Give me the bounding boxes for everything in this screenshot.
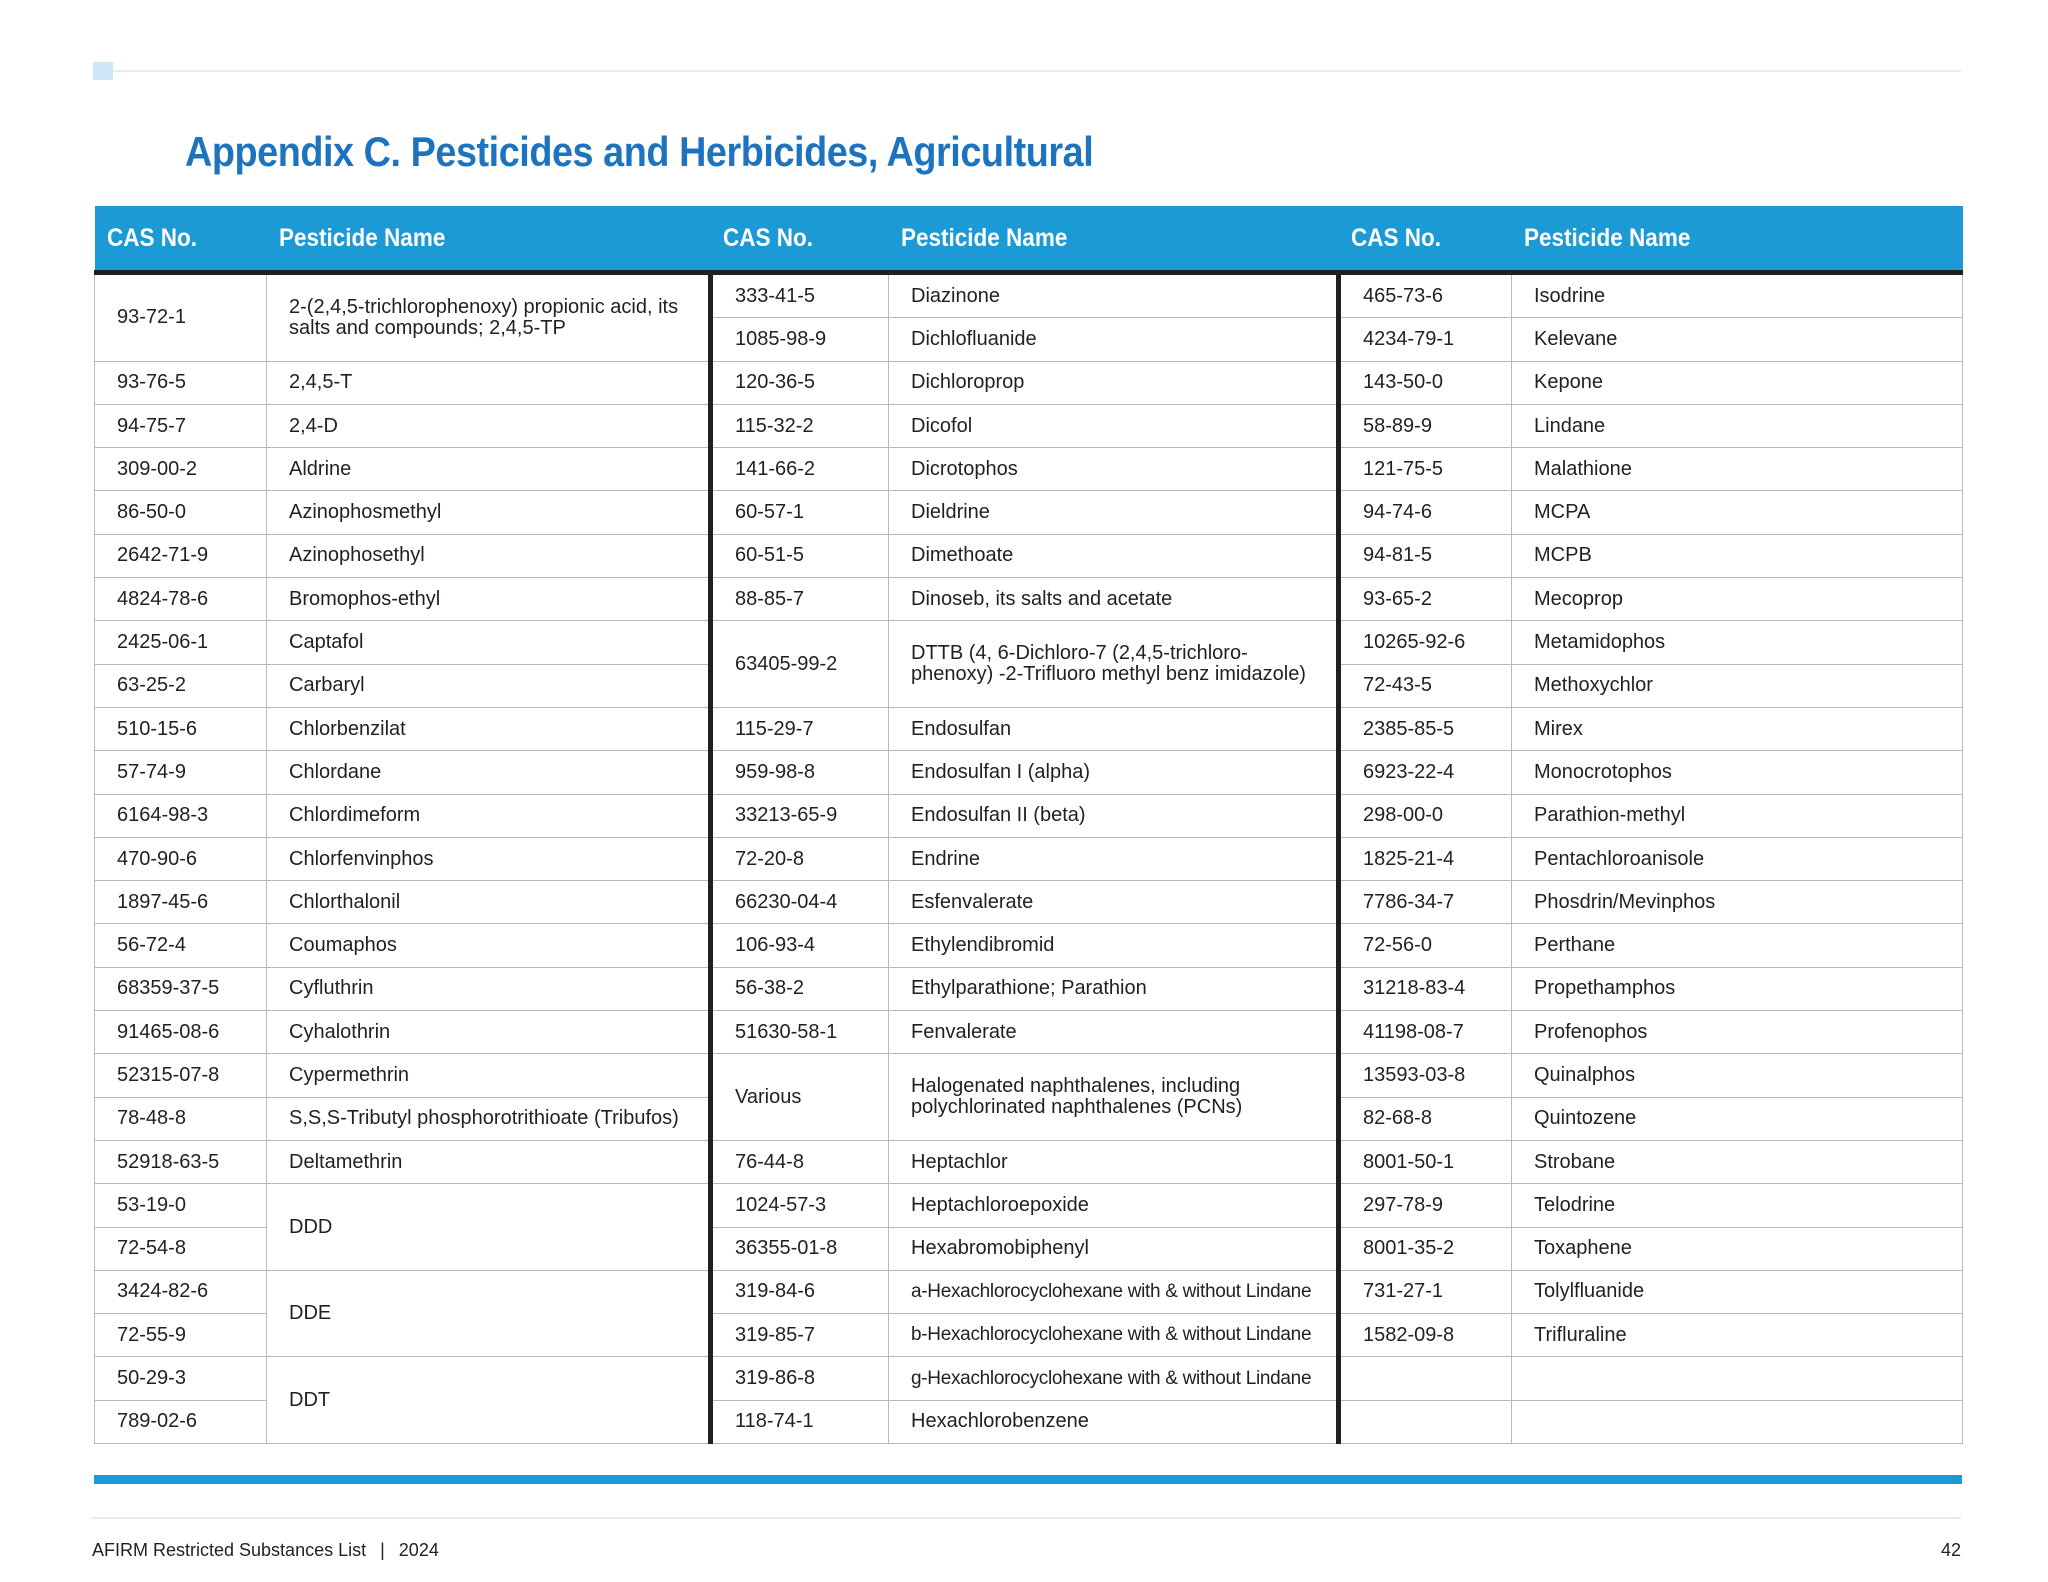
header-cas-no-1: CAS No. [95, 206, 267, 273]
cas-cell: 2385-85-5 [1339, 707, 1512, 750]
cas-cell: 93-65-2 [1339, 578, 1512, 621]
header-cas-no-3: CAS No. [1339, 206, 1512, 273]
name-cell: Esfenvalerate [889, 881, 1339, 924]
empty-cell [1339, 1400, 1512, 1443]
name-cell: Telodrine [1512, 1184, 1963, 1227]
page-number: 42 [1940, 1540, 1961, 1560]
name-cell: Dicrotophos [889, 448, 1339, 491]
cas-cell: 118-74-1 [711, 1400, 889, 1443]
header-cas-no-2: CAS No. [711, 206, 889, 273]
name-cell: Mirex [1512, 707, 1963, 750]
cas-cell: 50-29-3 [95, 1357, 267, 1400]
table-row [95, 1140, 1963, 1183]
table-row [95, 1011, 1963, 1054]
name-cell: 2,4-D [267, 404, 711, 447]
cas-cell: 319-85-7 [711, 1314, 889, 1357]
footer-doc-info [92, 1540, 439, 1561]
name-cell: Endosulfan [889, 707, 1339, 750]
name-cell: Cyhalothrin [267, 1011, 711, 1054]
table-row [95, 491, 1963, 534]
table-row [95, 361, 1963, 404]
header-pesticide-name-3: Pesticide Name [1512, 206, 1963, 273]
cas-cell: 106-93-4 [711, 924, 889, 967]
cas-cell: 1825-21-4 [1339, 837, 1512, 880]
name-cell: 2-(2,4,5-trichlorophenoxy) propionic acid, its salts and compounds; 2,4,5-TP [267, 273, 711, 362]
name-cell: Kepone [1512, 361, 1963, 404]
cas-cell: 63-25-2 [95, 664, 267, 707]
name-cell: Parathion-methyl [1512, 794, 1963, 837]
cas-cell: 93-72-1 [95, 273, 267, 362]
table-row [95, 1270, 1963, 1313]
cas-cell: 1582-09-8 [1339, 1314, 1512, 1357]
name-cell: Isodrine [1512, 273, 1963, 318]
name-cell: Azinophosmethyl [267, 491, 711, 534]
cas-cell: 1024-57-3 [711, 1184, 889, 1227]
table-row [95, 924, 1963, 967]
cas-cell: 36355-01-8 [711, 1227, 889, 1270]
header-rule [113, 70, 1961, 72]
cas-cell: 2642-71-9 [95, 534, 267, 577]
table-row [95, 881, 1963, 924]
table-row [95, 837, 1963, 880]
name-cell: DDD [267, 1184, 711, 1271]
page-title: Appendix C. Pesticides and Herbicides, Agricultural [185, 128, 1094, 175]
name-cell: DTTB (4, 6-Dichloro-7 (2,4,5-trichloro-phenoxy) -2-Trifluoro methyl benz imidazole) [889, 621, 1339, 708]
name-cell: Endrine [889, 837, 1339, 880]
name-cell: Halogenated naphthalenes, including polychlorinated naphthalenes (PCNs) [889, 1054, 1339, 1141]
cas-cell: 7786-34-7 [1339, 881, 1512, 924]
name-cell: Mecoprop [1512, 578, 1963, 621]
header-pesticide-name-2: Pesticide Name [889, 206, 1339, 273]
cas-cell: 959-98-8 [711, 751, 889, 794]
cas-cell: 56-38-2 [711, 967, 889, 1010]
table-row [95, 448, 1963, 491]
name-cell: Strobane [1512, 1140, 1963, 1183]
cas-cell: 60-51-5 [711, 534, 889, 577]
name-cell: Chlorthalonil [267, 881, 711, 924]
cas-cell: 1085-98-9 [711, 318, 889, 361]
cas-cell: 56-72-4 [95, 924, 267, 967]
name-cell: Monocrotophos [1512, 751, 1963, 794]
empty-cell [1512, 1357, 1963, 1400]
name-cell: Hexabromobiphenyl [889, 1227, 1339, 1270]
cas-cell: 31218-83-4 [1339, 967, 1512, 1010]
cas-cell: 33213-65-9 [711, 794, 889, 837]
table-row [95, 621, 1963, 664]
name-cell: Chlordane [267, 751, 711, 794]
table-row [95, 707, 1963, 750]
name-cell: Bromophos-ethyl [267, 578, 711, 621]
name-cell: Lindane [1512, 404, 1963, 447]
cas-cell: 41198-08-7 [1339, 1011, 1512, 1054]
cas-cell: 4234-79-1 [1339, 318, 1512, 361]
cas-cell: 1897-45-6 [95, 881, 267, 924]
cas-cell: 82-68-8 [1339, 1097, 1512, 1140]
name-cell: Malathione [1512, 448, 1963, 491]
cas-cell: 91465-08-6 [95, 1011, 267, 1054]
cas-cell: 141-66-2 [711, 448, 889, 491]
name-cell: Aldrine [267, 448, 711, 491]
table-row [95, 578, 1963, 621]
name-cell: DDT [267, 1357, 711, 1444]
cas-cell: 76-44-8 [711, 1140, 889, 1183]
cas-cell: 94-75-7 [95, 404, 267, 447]
name-cell: Hexachlorobenzene [889, 1400, 1339, 1443]
name-cell: Dicofol [889, 404, 1339, 447]
table-row [95, 794, 1963, 837]
table-row [95, 1357, 1963, 1400]
cas-cell: 4824-78-6 [95, 578, 267, 621]
name-cell: g-Hexachlorocyclohexane with & without Lindane [889, 1357, 1339, 1400]
name-cell: Trifluraline [1512, 1314, 1963, 1357]
name-cell: Ethylendibromid [889, 924, 1339, 967]
cas-cell: 53-19-0 [95, 1184, 267, 1227]
pesticide-table [94, 206, 1963, 1444]
cas-cell: 6164-98-3 [95, 794, 267, 837]
name-cell: MCPA [1512, 491, 1963, 534]
cas-cell: 510-15-6 [95, 707, 267, 750]
name-cell: Dichlofluanide [889, 318, 1339, 361]
name-cell: Azinophosethyl [267, 534, 711, 577]
cas-cell: Various [711, 1054, 889, 1141]
name-cell: Heptachloroepoxide [889, 1184, 1339, 1227]
table-row [95, 534, 1963, 577]
footer-doc-title: AFIRM Restricted Substances List [92, 1540, 367, 1560]
cas-cell: 72-54-8 [95, 1227, 267, 1270]
name-cell: Dichloroprop [889, 361, 1339, 404]
table-row [95, 751, 1963, 794]
cas-cell: 94-81-5 [1339, 534, 1512, 577]
footer-separator: | [380, 1540, 385, 1560]
cas-cell: 8001-50-1 [1339, 1140, 1512, 1183]
cas-cell: 319-86-8 [711, 1357, 889, 1400]
table-row [95, 1054, 1963, 1097]
name-cell: Carbaryl [267, 664, 711, 707]
name-cell: Captafol [267, 621, 711, 664]
cas-cell: 72-43-5 [1339, 664, 1512, 707]
name-cell: Quintozene [1512, 1097, 1963, 1140]
name-cell: Dieldrine [889, 491, 1339, 534]
table-bottom-bar [94, 1475, 1962, 1484]
name-cell: b-Hexachlorocyclohexane with & without Lindane [889, 1314, 1339, 1357]
name-cell: Chlordimeform [267, 794, 711, 837]
cas-cell: 120-36-5 [711, 361, 889, 404]
empty-cell [1339, 1357, 1512, 1400]
cas-cell: 309-00-2 [95, 448, 267, 491]
cas-cell: 58-89-9 [1339, 404, 1512, 447]
table-row [95, 404, 1963, 447]
name-cell: Perthane [1512, 924, 1963, 967]
cas-cell: 8001-35-2 [1339, 1227, 1512, 1270]
cas-cell: 93-76-5 [95, 361, 267, 404]
cas-cell: 6923-22-4 [1339, 751, 1512, 794]
cas-cell: 121-75-5 [1339, 448, 1512, 491]
name-cell: Tolylfluanide [1512, 1270, 1963, 1313]
table-row [95, 273, 1963, 318]
cas-cell: 72-55-9 [95, 1314, 267, 1357]
name-cell: Phosdrin/Mevinphos [1512, 881, 1963, 924]
name-cell: Coumaphos [267, 924, 711, 967]
cas-cell: 52918-63-5 [95, 1140, 267, 1183]
cas-cell: 115-29-7 [711, 707, 889, 750]
cas-cell: 333-41-5 [711, 273, 889, 318]
cas-cell: 319-84-6 [711, 1270, 889, 1313]
empty-cell [1512, 1400, 1963, 1443]
name-cell: Metamidophos [1512, 621, 1963, 664]
cas-cell: 13593-03-8 [1339, 1054, 1512, 1097]
cas-cell: 63405-99-2 [711, 621, 889, 708]
cas-cell: 297-78-9 [1339, 1184, 1512, 1227]
name-cell: Quinalphos [1512, 1054, 1963, 1097]
table-header-row [95, 206, 1963, 273]
name-cell: Endosulfan II (beta) [889, 794, 1339, 837]
cas-cell: 72-56-0 [1339, 924, 1512, 967]
footer-year: 2024 [398, 1540, 439, 1560]
cas-cell: 2425-06-1 [95, 621, 267, 664]
table-row [95, 1184, 1963, 1227]
cas-cell: 115-32-2 [711, 404, 889, 447]
cas-cell: 52315-07-8 [95, 1054, 267, 1097]
cas-cell: 51630-58-1 [711, 1011, 889, 1054]
cas-cell: 66230-04-4 [711, 881, 889, 924]
cas-cell: 57-74-9 [95, 751, 267, 794]
header-accent-square [93, 62, 113, 80]
cas-cell: 68359-37-5 [95, 967, 267, 1010]
cas-cell: 789-02-6 [95, 1400, 267, 1443]
footer-rule [91, 1517, 1961, 1519]
name-cell: Propethamphos [1512, 967, 1963, 1010]
name-cell: MCPB [1512, 534, 1963, 577]
cas-cell: 143-50-0 [1339, 361, 1512, 404]
cas-cell: 3424-82-6 [95, 1270, 267, 1313]
cas-cell: 470-90-6 [95, 837, 267, 880]
name-cell: Deltamethrin [267, 1140, 711, 1183]
header-pesticide-name-1: Pesticide Name [267, 206, 711, 273]
cas-cell: 60-57-1 [711, 491, 889, 534]
cas-cell: 86-50-0 [95, 491, 267, 534]
name-cell: Dimethoate [889, 534, 1339, 577]
name-cell: Chlorfenvinphos [267, 837, 711, 880]
cas-cell: 94-74-6 [1339, 491, 1512, 534]
name-cell: Kelevane [1512, 318, 1963, 361]
table-row [95, 967, 1963, 1010]
name-cell: Profenophos [1512, 1011, 1963, 1054]
cas-cell: 78-48-8 [95, 1097, 267, 1140]
cas-cell: 10265-92-6 [1339, 621, 1512, 664]
name-cell: Heptachlor [889, 1140, 1339, 1183]
name-cell: DDE [267, 1270, 711, 1357]
name-cell: Methoxychlor [1512, 664, 1963, 707]
name-cell: 2,4,5-T [267, 361, 711, 404]
cas-cell: 72-20-8 [711, 837, 889, 880]
cas-cell: 298-00-0 [1339, 794, 1512, 837]
cas-cell: 465-73-6 [1339, 273, 1512, 318]
name-cell: Ethylparathione; Parathion [889, 967, 1339, 1010]
name-cell: S,S,S-Tributyl phosphorotrithioate (Tribufos) [267, 1097, 711, 1140]
name-cell: Cypermethrin [267, 1054, 711, 1097]
name-cell: Chlorbenzilat [267, 707, 711, 750]
name-cell: Fenvalerate [889, 1011, 1339, 1054]
name-cell: Toxaphene [1512, 1227, 1963, 1270]
name-cell: Dinoseb, its salts and acetate [889, 578, 1339, 621]
name-cell: a-Hexachlorocyclohexane with & without Lindane [889, 1270, 1339, 1313]
cas-cell: 731-27-1 [1339, 1270, 1512, 1313]
name-cell: Cyfluthrin [267, 967, 711, 1010]
name-cell: Endosulfan I (alpha) [889, 751, 1339, 794]
name-cell: Diazinone [889, 273, 1339, 318]
name-cell: Pentachloroanisole [1512, 837, 1963, 880]
cas-cell: 88-85-7 [711, 578, 889, 621]
